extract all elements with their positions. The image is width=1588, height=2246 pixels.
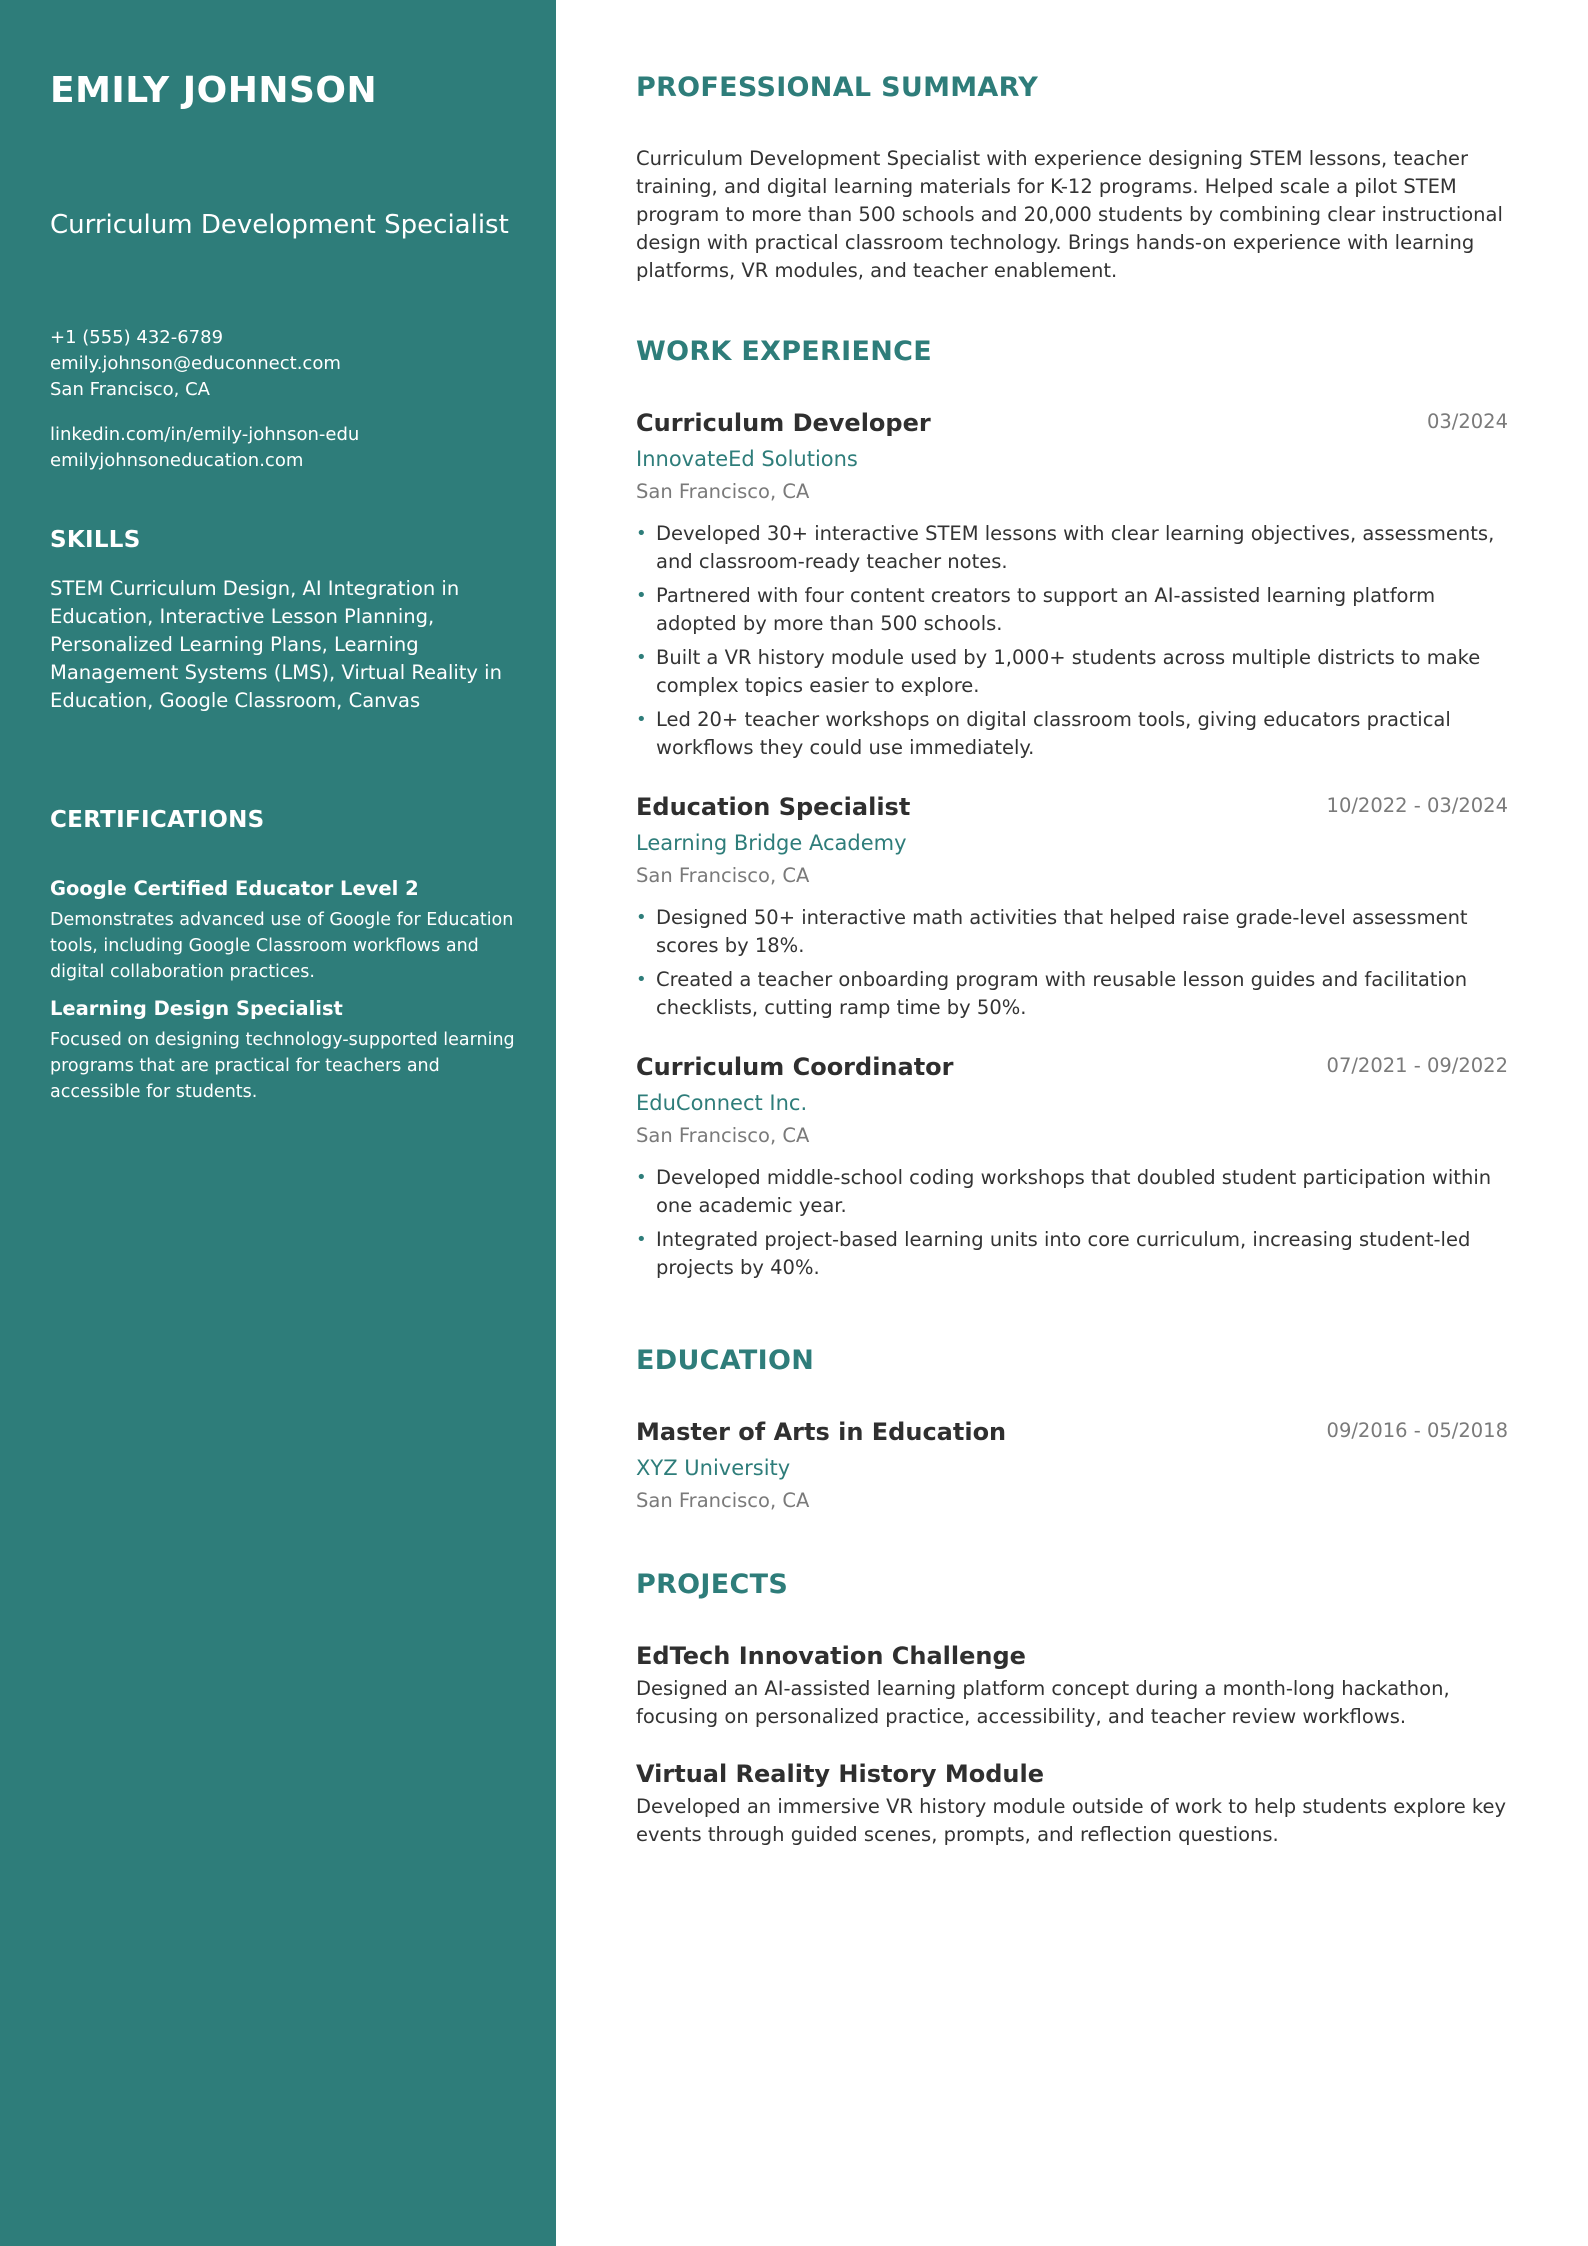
linkedin-link[interactable]: linkedin.com/in/emily-johnson-edu [50,424,360,445]
job-bullet: • Developed middle-school coding workshops that doubled student participation within one academic year. [636,1166,1492,1217]
job-date: 03/2024 [1426,410,1508,433]
email[interactable]: emily.johnson@educonnect.com [50,353,341,374]
bullet-icon: • [636,1229,647,1250]
job-bullet: • Partnered with four content creators to support an AI-assisted learning platform adopted by more than 500 schools. [636,584,1436,635]
certification-desc: Demonstrates advanced use of Google for Education tools, including Google Classroom workflows and digital collaboration practices. [50,910,514,982]
bullet-icon: • [636,585,647,606]
location: San Francisco, CA [50,379,210,400]
job-bullets [636,1164,1508,1282]
job-date: 10/2022 - 03/2024 [1326,794,1508,817]
projects-heading: PROJECTS [636,1569,789,1600]
degree-title: Master of Arts in Education [636,1418,1007,1446]
school-name: XYZ University [636,1456,791,1480]
project-item [636,1639,1508,1731]
company-name: EduConnect Inc. [636,1091,808,1115]
job-title: Curriculum Developer [636,409,931,437]
job-entry [636,790,1508,1028]
certification-title: Google Certified Educator Level 2 [50,877,419,900]
project-title: EdTech Innovation Challenge [636,1642,1026,1670]
certification-item [50,875,516,985]
company-name: Learning Bridge Academy [636,831,907,855]
certification-item [50,995,516,1105]
education-heading: EDUCATION [636,1345,815,1376]
education-date: 09/2016 - 05/2018 [1326,1419,1508,1442]
job-bullet: • Led 20+ teacher workshops on digital classroom tools, giving educators practical workflows they could use immediately. [636,708,1451,759]
company-name: InnovateEd Solutions [636,447,858,471]
job-bullet: • Built a VR history module used by 1,000+ students across multiple districts to make complex topics easier to explore. [636,646,1481,697]
job-date: 07/2021 - 09/2022 [1326,1054,1508,1077]
certification-title: Learning Design Specialist [50,997,343,1020]
job-bullet: • Developed 30+ interactive STEM lessons with clear learning objectives, assessments, and classroom-ready teacher notes. [636,522,1495,573]
skills-heading: SKILLS [50,527,141,553]
certifications-heading: CERTIFICATIONS [50,807,265,833]
bullet-icon: • [636,969,647,990]
job-location: San Francisco, CA [636,480,810,503]
bullet-icon: • [636,907,647,928]
candidate-role: Curriculum Development Specialist [50,210,509,240]
skills-text: STEM Curriculum Design, AI Integration in Education, Interactive Lesson Planning, Personalized Learning Plans, Learning Management Systems (LMS), Virtual Reality in Education, Google Classroom, Canvas [50,577,502,712]
bullet-icon: • [636,647,647,668]
phone[interactable]: +1 (555) 432-6789 [50,327,224,348]
bullet-icon: • [636,523,647,544]
project-item [636,1757,1508,1849]
contact-block [50,325,341,403]
sidebar [0,0,556,2246]
project-desc: Designed an AI-assisted learning platform concept during a month-long hackathon, focusing on personalized practice, accessibility, and teacher review workflows. [636,1677,1450,1728]
bullet-icon: • [636,1167,647,1188]
job-bullets [636,520,1508,762]
summary-text: Curriculum Development Specialist with experience designing STEM lessons, teacher training, and digital learning materials for K-12 programs. Helped scale a pilot STEM program to more than 500 schools and 20,000 students by combining clear instructional design with practical classroom technology. Brings hands-on experience with learning platforms, VR modules, and teacher enablement. [636,147,1503,282]
website-link[interactable]: emilyjohnsoneducation.com [50,450,304,471]
school-location: San Francisco, CA [636,1489,810,1512]
job-title: Education Specialist [636,793,911,821]
education-entry [636,1415,1508,1515]
job-bullets [636,904,1508,1022]
summary-heading: PROFESSIONAL SUMMARY [636,72,1039,103]
job-entry [636,406,1508,768]
links-block [50,422,359,474]
job-title: Curriculum Coordinator [636,1053,954,1081]
project-title: Virtual Reality History Module [636,1760,1044,1788]
experience-heading: WORK EXPERIENCE [636,336,932,367]
project-desc: Developed an immersive VR history module outside of work to help students explore key events through guided scenes, prompts, and reflection questions. [636,1795,1507,1846]
candidate-name: EMILY JOHNSON [50,70,378,111]
job-location: San Francisco, CA [636,864,810,887]
job-entry [636,1050,1508,1288]
job-bullet: • Integrated project-based learning units into core curriculum, increasing student-led projects by 40%. [636,1228,1471,1279]
bullet-icon: • [636,709,647,730]
job-location: San Francisco, CA [636,1124,810,1147]
job-bullet: • Created a teacher onboarding program with reusable lesson guides and facilitation checklists, cutting ramp time by 50%. [636,968,1468,1019]
certification-desc: Focused on designing technology-supported learning programs that are practical for teachers and accessible for students. [50,1030,515,1102]
job-bullet: • Designed 50+ interactive math activities that helped raise grade-level assessment scores by 18%. [636,906,1468,957]
